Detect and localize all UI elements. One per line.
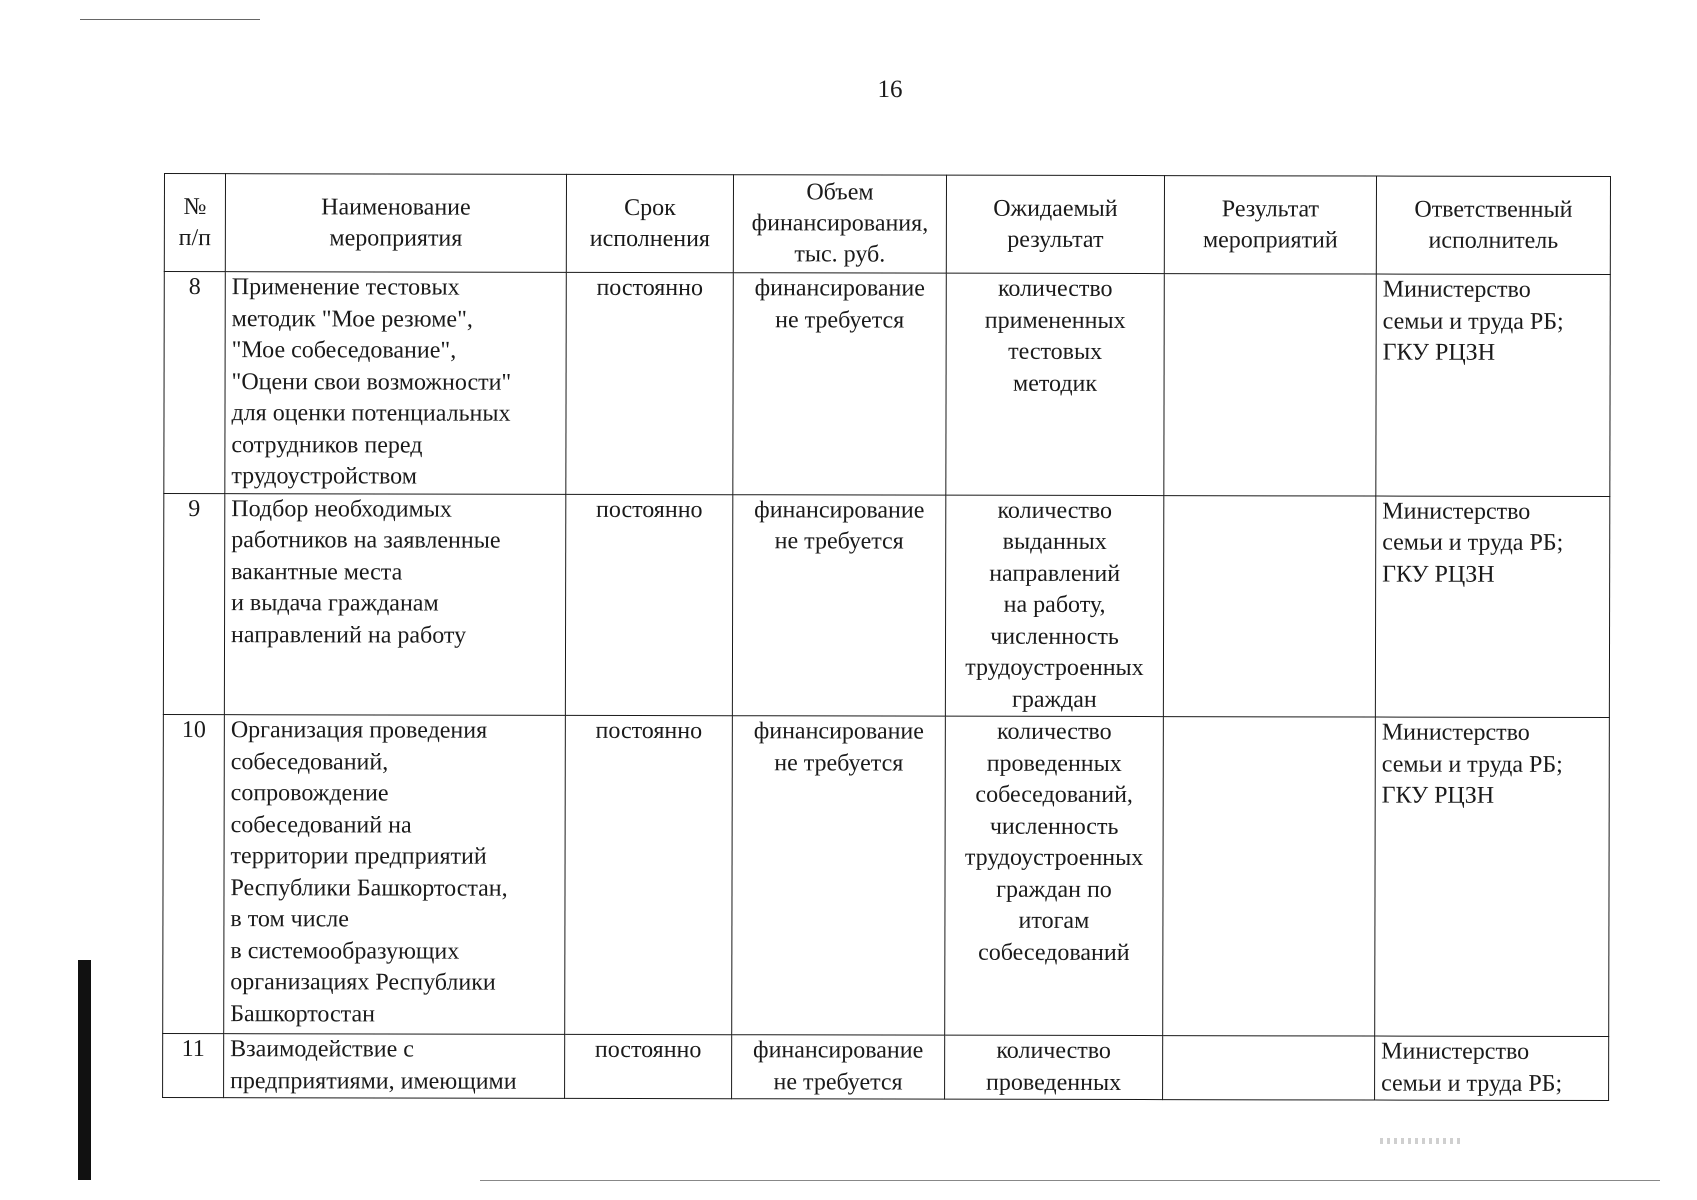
cell-financing: финансирование не требуется (732, 1035, 945, 1099)
cell-number: 8 (164, 272, 225, 494)
cell-responsible: Министерство семьи и труда РБ; ГКУ РЦЗН (1375, 496, 1609, 718)
cell-responsible: Министерство семьи и труда РБ; ГКУ РЦЗН (1375, 717, 1610, 1036)
cell-measure-result (1163, 495, 1375, 717)
cell-expected-result: количество выданных направлений на работу, численность трудоустроенных граждан (945, 495, 1163, 717)
cell-term: постоянно (566, 272, 733, 494)
scan-bottom-line (480, 1180, 1660, 1181)
table-row (164, 272, 1610, 497)
header-number: № п/п (164, 174, 225, 272)
cell-measure-result (1163, 717, 1376, 1036)
header-responsible: Ответственный исполнитель (1376, 176, 1610, 274)
cell-number: 10 (163, 714, 225, 1033)
table-row (163, 493, 1609, 718)
cell-responsible: Министерство семьи и труда РБ; ГКУ РЦЗН (1376, 274, 1610, 496)
cell-term: постоянно (565, 494, 732, 716)
table-header-row (164, 174, 1610, 275)
scan-top-line (80, 19, 260, 20)
header-expected-result: Ожидаемый результат (946, 175, 1164, 273)
cell-term: постоянно (565, 715, 733, 1034)
cell-expected-result: количество примененных тестовых методик (946, 273, 1164, 495)
header-measure-name: Наименование мероприятия (225, 174, 566, 273)
cell-expected-result: количество проведенных (945, 1035, 1163, 1099)
cell-financing: финансирование не требуется (732, 494, 945, 716)
cell-financing: финансирование не требуется (733, 273, 946, 495)
header-measure-result: Результат мероприятий (1164, 176, 1376, 274)
page-number: 16 (877, 76, 903, 103)
cell-measure-name: Подбор необходимых работников на заявленные вакантные места и выдача гражданам направлений на работу (224, 493, 565, 715)
cell-measure-result (1163, 1036, 1375, 1100)
cell-measure-name: Взаимодействие с предприятиями, имеющими (224, 1034, 565, 1099)
header-term: Срок исполнения (566, 174, 733, 272)
header-financing: Объем финансирования, тыс. руб. (733, 175, 946, 273)
cell-number: 11 (163, 1033, 224, 1097)
cell-responsible: Министерство семьи и труда РБ; (1375, 1036, 1609, 1100)
cell-expected-result: количество проведенных собеседований, численность трудоустроенных граждан по итогам собеседований (945, 716, 1164, 1035)
cell-number: 9 (163, 493, 224, 715)
table-row (163, 1033, 1609, 1100)
scan-binding-edge (78, 960, 91, 1180)
cell-term: постоянно (565, 1034, 732, 1098)
table-row (163, 714, 1610, 1036)
cell-measure-result (1164, 274, 1376, 496)
scan-smudge (1380, 1138, 1460, 1144)
cell-measure-name: Применение тестовых методик "Мое резюме", "Мое собеседование", "Оцени свои возможности" для оценки потенциальных сотрудников перед трудоустройством (225, 272, 566, 494)
cell-measure-name: Организация проведения собеседований, сопровождение собеседований на территории предприятий Республики Башкортостан, в том числе в системообразующих организациях Республики Башкортостан (224, 715, 566, 1035)
measures-table (162, 173, 1611, 1101)
cell-financing: финансирование не требуется (732, 716, 946, 1035)
